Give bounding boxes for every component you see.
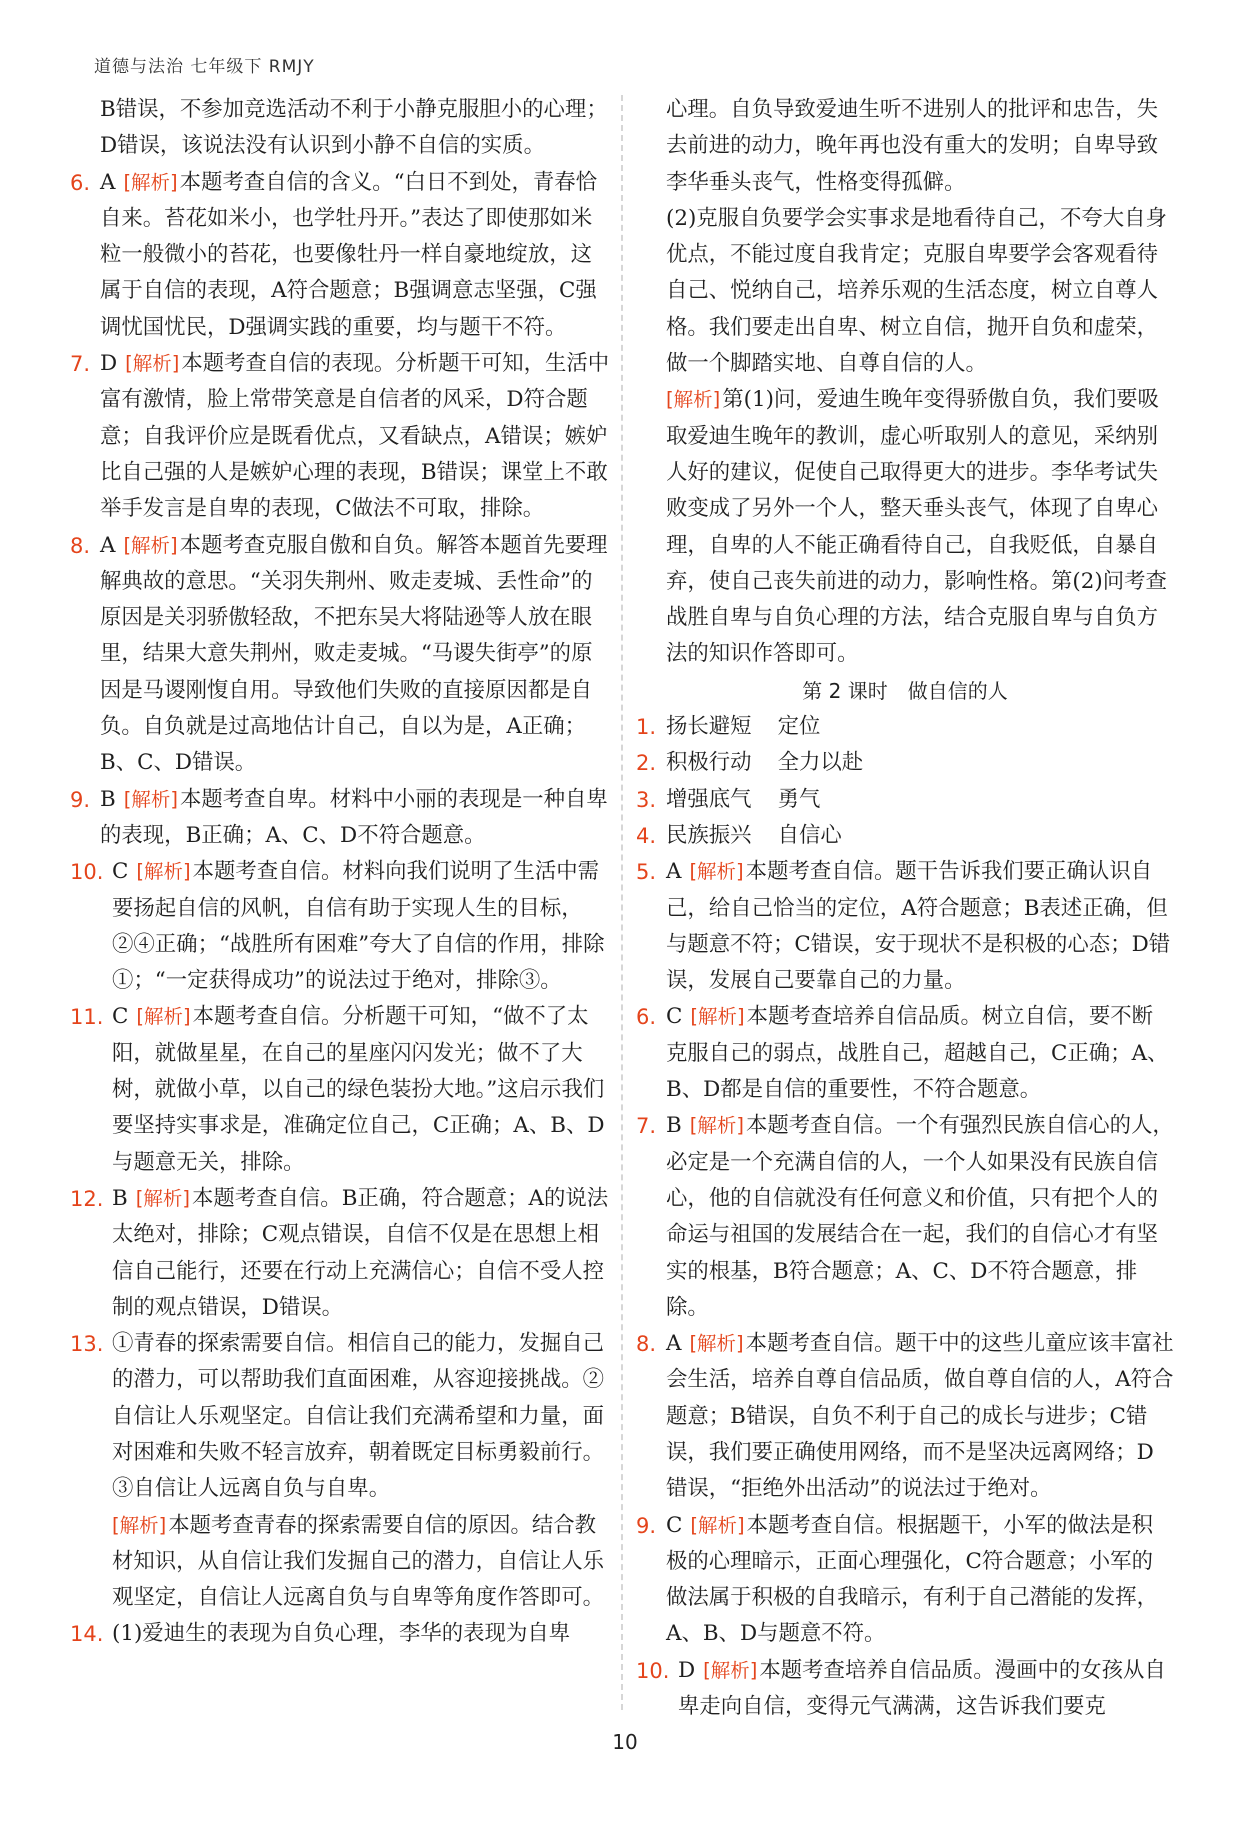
answer-item — [70, 1616, 610, 1652]
fill-item — [636, 818, 1174, 854]
fill-answer: 增强底气 — [666, 786, 752, 812]
item-number: 4. — [636, 823, 657, 848]
analysis-tag: [解析] — [689, 860, 744, 884]
item-text: 本题考查培养自信品质。漫画中的女孩从自卑走向自信，变得元气满满，这告诉我们要克 — [678, 1657, 1166, 1720]
lesson-title: 第 2 课时 做自信的人 — [802, 678, 1008, 703]
item-number: 10. — [636, 1658, 670, 1683]
item-number: 2. — [636, 751, 657, 776]
item-answer: C — [112, 859, 129, 885]
item-number: 9. — [70, 787, 91, 812]
answer-item — [636, 999, 1174, 1108]
item-text: 本题考查自信。材料向我们说明了生活中需要扬起自信的风帆，自信有助于实现人生的目标，②④正确；“战胜所有困难”夸大了自信的作用，排除①；“一定获得成功”的说法过于绝对，排除③。 — [112, 859, 605, 994]
fill-answer: 勇气 — [777, 786, 821, 812]
item-number: 6. — [636, 1005, 657, 1030]
analysis-tag: [解析] — [136, 860, 191, 884]
fill-answer: 自信心 — [777, 822, 842, 848]
continuation-paragraph: 心理。自负导致爱迪生听不进别人的批评和忠告，失去前进的动力，晚年再也没有重大的发明；自卑导致李华垂头丧气，性格变得孤僻。 — [666, 97, 1158, 195]
item-text: 本题考查自信。题干告诉我们要正确认识自己，给自己恰当的定位，A符合题意；B表述正确，但与题意不符；C错误，安于现状不是积极的心态；D错误，发展自己要靠自己的力量。 — [666, 859, 1171, 994]
item-answer: C — [112, 1004, 129, 1030]
answer-item — [70, 165, 610, 346]
fill-answer: 定位 — [777, 714, 821, 740]
item-text: 本题考查自信。一个有强烈民族自信心的人，必定是一个充满自信的人，一个人如果没有民族自信心，他的自信就没有任何意义和价值，只有把个人的命运与祖国的发展结合在一起，我们的自信心才有坚实的根基，B符合题意；A、C、D不符合题意，排除。 — [666, 1113, 1174, 1320]
answer-item — [70, 782, 610, 855]
item-number: 13. — [70, 1332, 104, 1357]
analysis-text: 第(1)问，爱迪生晚年变得骄傲自负，我们要吸取爱迪生晚年的教训，虚心听取别人的意见，采纳别人好的建议，促使自己取得更大的进步。李华考试失败变成了另外一个人，整天垂头丧气，体现了自卑心理，自卑的人不能正确看待自己，自我贬低，自暴自弃，使自己丧失前进的动力，影响性格。第(2)问考查战胜自卑与自负心理的方法，结合克服自卑与自负方法的知识作答即可。 — [666, 387, 1167, 667]
item-answer: B — [112, 1185, 128, 1211]
item-text: 本题考查自信的含义。“白日不到处，青春恰自来。苔花如米小，也学牡丹开。”表达了即使那如米粒一般微小的苔花，也要像牡丹一样自豪地绽放，这属于自信的表现，A符合题意；B强调意志坚强，C强调忧国忧民，D强调实践的重要，均与题干不符。 — [100, 169, 598, 340]
item-number: 14. — [70, 1622, 104, 1647]
analysis-tag: [解析] — [689, 1114, 744, 1138]
item-text: 本题考查自信。根据题干，小军的做法是积极的心理暗示，正面心理强化，C符合题意；小军的做法属于积极的自我暗示，有利于自己潜能的发挥，A、B、D与题意不符。 — [666, 1512, 1158, 1647]
analysis-tag: [解析] — [136, 1005, 191, 1029]
page-number: 10 — [612, 1730, 638, 1754]
item-answer: B — [100, 786, 116, 812]
analysis-tag: [解析] — [123, 170, 178, 194]
item-number: 8. — [636, 1332, 657, 1357]
item-number: 1. — [636, 715, 657, 740]
item-text: ①青春的探索需要自信。相信自己的能力，发掘自己的潜力，可以帮助我们直面困难，从容迎接挑战。②自信让人乐观坚定。自信让我们充满希望和力量，面对困难和失败不轻言放弃，朝着既定目标勇毅前行。③自信让人远离自负与自卑。 — [112, 1331, 604, 1502]
item-number: 3. — [636, 787, 657, 812]
item-number: 8. — [70, 533, 91, 558]
fill-answer: 积极行动 — [666, 750, 752, 776]
answer-item — [70, 528, 610, 782]
item-number: 7. — [70, 352, 91, 377]
answer-item — [70, 999, 610, 1180]
item-text: 本题考查自信。B正确，符合题意；A的说法太绝对，排除；C观点错误，自信不仅是在思想上相信自己能行，还要在行动上充满信心；自信不受人控制的观点错误，D错误。 — [112, 1185, 609, 1320]
item-number: 12. — [70, 1186, 104, 1211]
item-number: 5. — [636, 860, 657, 885]
item-text: 本题考查自卑。材料中小丽的表现是一种自卑的表现，B正确；A、C、D不符合题意。 — [100, 786, 608, 848]
analysis-tag: [解析] — [112, 1513, 167, 1537]
intro-paragraph: B错误，不参加竞选活动不利于小静克服胆小的心理；D错误，该说法没有认识到小静不自信的实质。 — [100, 97, 608, 159]
item-answer: D — [100, 351, 118, 377]
fill-item — [636, 745, 1174, 781]
item-number: 11. — [70, 1005, 104, 1030]
answer-item — [70, 1326, 610, 1616]
item-answer: D — [678, 1657, 696, 1683]
book-header: 道德与法治 七年级下 RMJY — [94, 57, 315, 77]
item-answer: A — [666, 1331, 682, 1357]
item-answer: C — [666, 1512, 683, 1538]
answer-item — [636, 854, 1174, 999]
item-answer: A — [666, 859, 682, 885]
analysis-tag: [解析] — [690, 1513, 745, 1537]
left-column — [70, 92, 610, 1653]
item-number: 6. — [70, 170, 91, 195]
analysis-tag: [解析] — [123, 787, 178, 811]
column-divider — [621, 95, 623, 1710]
item-answer: C — [666, 1004, 683, 1030]
fill-answer: 民族振兴 — [666, 822, 752, 848]
analysis-tag: [解析] — [666, 388, 721, 412]
answer-item — [70, 854, 610, 999]
item-answer: A — [100, 532, 116, 558]
item-text: 本题考查自信的表现。分析题干可知，生活中富有激情，脸上常带笑意是自信者的风采，D符合题意；自我评价应是既看优点，又看缺点，A错误；嫉妒比自己强的人是嫉妒心理的表现，B错误；课堂上不敢举手发言是自卑的表现，C做法不可取，排除。 — [100, 351, 610, 522]
answer-item — [636, 1653, 1174, 1726]
answer-item — [70, 346, 610, 527]
fill-item — [636, 782, 1174, 818]
answer-item — [636, 1508, 1174, 1653]
item-answer: B — [666, 1113, 682, 1139]
item-text: 本题考查培养自信品质。树立自信，要不断克服自己的弱点，战胜自己，超越自己，C正确；A、B、D都是自信的重要性，不符合题意。 — [666, 1004, 1169, 1103]
analysis-tag: [解析] — [123, 533, 178, 557]
answer-item — [636, 1326, 1174, 1507]
analysis-paragraph — [636, 382, 1174, 672]
analysis-tag: [解析] — [703, 1658, 758, 1682]
item-number: 10. — [70, 860, 104, 885]
answer-item — [636, 1108, 1174, 1326]
analysis-text: 本题考查青春的探索需要自信的原因。结合教材知识，从自信让我们发掘自己的潜力，自信让人乐观坚定，自信让人远离自负与自卑等角度作答即可。 — [112, 1512, 604, 1611]
answer-item — [70, 1181, 610, 1326]
item-number: 9. — [636, 1513, 657, 1538]
fill-answer: 全力以赴 — [777, 750, 864, 776]
part2-paragraph: (2)克服自负要学会实事求是地看待自己，不夸大自身优点，不能过度自我肯定；克服自卑要学会客观看待自己、悦纳自己，培养乐观的生活态度，树立自尊人格。我们要走出自卑、树立自信，抛开自负和虚荣，做一个脚踏实地、自尊自信的人。 — [666, 205, 1167, 377]
fill-item — [636, 709, 1174, 745]
item-text: 本题考查克服自傲和自负。解答本题首先要理解典故的意思。“关羽失荆州、败走麦城、丢性命”的原因是关羽骄傲轻敌，不把东吴大将陆逊等人放在眼里，结果大意失荆州，败走麦城。“马谡失街亭”的原因是马谡刚愎自用。导致他们失败的直接原因都是自负。自负就是过高地估计自己，自以为是，A正确；B、C、D错误。 — [100, 532, 608, 776]
item-text: (1)爱迪生的表现为自负心理，李华的表现为自卑 — [112, 1621, 571, 1647]
item-text: 本题考查自信。题干中的这些儿童应该丰富社会生活，培养自尊自信品质，做自尊自信的人，A符合题意；B错误，自负不利于自己的成长与进步；C错误，我们要正确使用网络，而不是坚决远离网络；D错误，“拒绝外出活动”的说法过于绝对。 — [666, 1331, 1174, 1502]
item-answer: A — [100, 169, 116, 195]
analysis-tag: [解析] — [690, 1005, 745, 1029]
analysis-tag: [解析] — [135, 1186, 190, 1210]
analysis-paragraph — [112, 1508, 610, 1617]
analysis-tag: [解析] — [689, 1332, 744, 1356]
fill-answer: 扬长避短 — [666, 714, 752, 740]
item-number: 7. — [636, 1114, 657, 1139]
right-column — [636, 92, 1174, 1725]
analysis-tag: [解析] — [125, 352, 180, 376]
item-text: 本题考查自信。分析题干可知，“做不了太阳，就做星星，在自己的星座闪闪发光；做不了大树，就做小草，以自己的绿色装扮大地。”这启示我们要坚持实事求是，准确定位自己，C正确；A、B、D与题意无关，排除。 — [112, 1004, 605, 1175]
